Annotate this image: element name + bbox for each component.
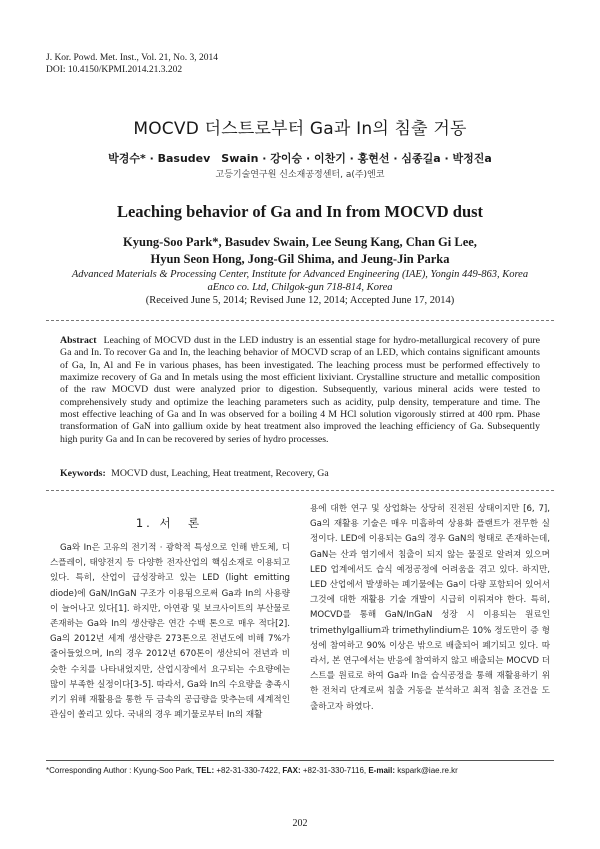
footnote-tel-label: TEL: [196,766,215,775]
doi: DOI: 10.4150/KPMI.2014.21.3.202 [46,65,183,75]
english-authors-line-1: Kyung-Soo Park*, Basudev Swain, Lee Seung Kang, Chan Gi Lee, [123,235,477,249]
footnote-tel: +82-31-330-7422, [216,766,281,775]
english-authors-line-2: Hyun Seon Hong, Jong-Gil Shima, and Jeung-Jin Parka [150,252,450,266]
footnote-prefix: *Corresponding Author : Kyung-Soo Park, [46,766,195,775]
korean-affiliation: 고등기술연구원 신소재공정센터, a(주)엔코 [215,170,385,180]
english-affiliation-line-2: aEnco co. Ltd, Chilgok-gun 718-814, Korea [207,282,393,293]
body-text-right-column: 용에 대한 연구 및 상업화는 상당히 진전된 상태이지만 [6, 7], Ga의 재활용 기술은 매우 미흡하여 상용화 플랜트가 전무한 실정이다. LED에 이용되는 Ga의 경우 GaN의 형태로 존재하는데, GaN는 산과 염기에서 침출이 되지 않는 물질로 알려져 있으며 LED 업계에서도 습식 예정공정에 어려움을 겪고 있다. 하지만, LED 산업에서 발생하는 폐기물에는 Ga이 다량 포함되어 있어서 그것에 대한 재활용 기술 개발이 시급히 이뤄져야 한다. 특히, MOCVD를 통해 GaN/InGaN 성장 시 이용되는 원료인 trimethylgallium과 trimethylindium은 10% 정도만이 증 형성에 참여하고 90% 이상은 밖으로 배출되어 폐기되고 있다. 따라서, 본 연구에서는 반응에 참여하지 않고 배출되는 MOCVD 더스트를 원료로 하여 Ga과 In을 습식공정을 통해 재활용하기 위한 전처리 단계로써 침출 거동을 분석하고 최적 침출 조건을 도출하고자 하였다. [310,504,550,712]
english-affiliation [0,268,600,294]
english-authors [0,234,600,268]
footnote-fax-label: FAX: [282,766,301,775]
keywords-label: Keywords: [60,468,106,479]
body-text-left-column: Ga와 In은 고유의 전기적 · 광학적 특성으로 인해 반도체, 디스플레이, 태양전지 등 다양한 전자산업의 핵심소재로 이용되고 있다. 특히, 산업이 급성장하고 있는 LED (light emitting diode)에 GaN/InGaN 구조가 이용됨으로써 Ga과 In의 사용량이 늘어나고 있다[1]. 하지만, 아연광 및 보크사이트의 부산물로 존재하는 Ga와 In의 생산량은 연간 수백 톤으로 매우 적다[2]. Ga의 2012년 세계 생산량은 273톤으로 전년도에 비해 7%가 줄어들었으며, In의 경우 2012년 670톤이 생산되어 전년과 비슷한 수치를 나타내었지만, 산업시장에서 요구되는 수요량에는 많이 부족한 실정이다[3-5]. 따라서, Ga와 In의 수요량을 충족시키기 위해 재활용을 통한 두 금속의 공급량을 맞추는데 세계적인 관심이 쏠리고 있다. 국내의 경우 폐기물로부터 In의 재활 [50,543,290,721]
footnote-email: kspark@iae.re.kr [397,766,458,775]
abstract-bottom-rule [46,490,554,491]
keywords [60,468,540,479]
section-heading-introduction: 1. 서 론 [135,516,203,530]
corresponding-author-footnote [46,766,566,775]
abstract-top-rule [46,320,554,321]
journal-header [46,52,218,76]
abstract-text: Leaching of MOCVD dust in the LED industry is an essential stage for hydro-metallurgical recovery of pure Ga and In. To recover Ga and In, the leaching behavior of MOCVD scrap of an LED, which contains significant amounts of Ga, In, Al and Fe in various phases, has been investigated. The leaching process must be performed effectively to maximize recovery of Ga and In metals using the most efficient lixiviant. Crystalline structure and metallic composition of the raw MOCVD dust were analyzed prior to digestion. Subsequently, various mineral acids were tested to comprehensively study and optimize the leaching parameters such as acidity, pulp density, temperature and time. The most effective leaching of Ga and In was observed for a boiling 4 M HCl solution vigorously stirred at 400 rpm. Phase transformation of GaN into gallium oxide by heat treatment also improved the leaching efficiency of Ga. Subsequently high purity Ga and In can be recovered by series of hydro processes. [60,335,540,445]
journal-citation: J. Kor. Powd. Met. Inst., Vol. 21, No. 3, 2014 [46,53,218,63]
footnote-email-label: E-mail: [368,766,396,775]
footnote-rule [46,760,554,761]
footnote-fax: +82-31-330-7116, [302,766,367,775]
english-title: Leaching behavior of Ga and In from MOCVD dust [116,202,484,221]
abstract-label: Abstract [60,335,97,346]
keywords-text: MOCVD dust, Leaching, Heat treatment, Recovery, Ga [111,468,329,479]
korean-title: MOCVD 더스트로부터 Ga과 In의 침출 거동 [133,119,467,139]
received-dates: (Received June 5, 2014; Revised June 12, 2014; Accepted June 17, 2014) [145,295,455,306]
english-affiliation-line-1: Advanced Materials & Processing Center, Institute for Advanced Engineering (IAE), Yongin 449-863, Korea [71,269,529,280]
korean-authors: 박경수* · Basudev Swain · 강이승 · 이찬기 · 홍현선 · 심종길a · 박정진a [108,152,492,165]
abstract [60,335,540,446]
page-number: 202 [292,818,308,829]
